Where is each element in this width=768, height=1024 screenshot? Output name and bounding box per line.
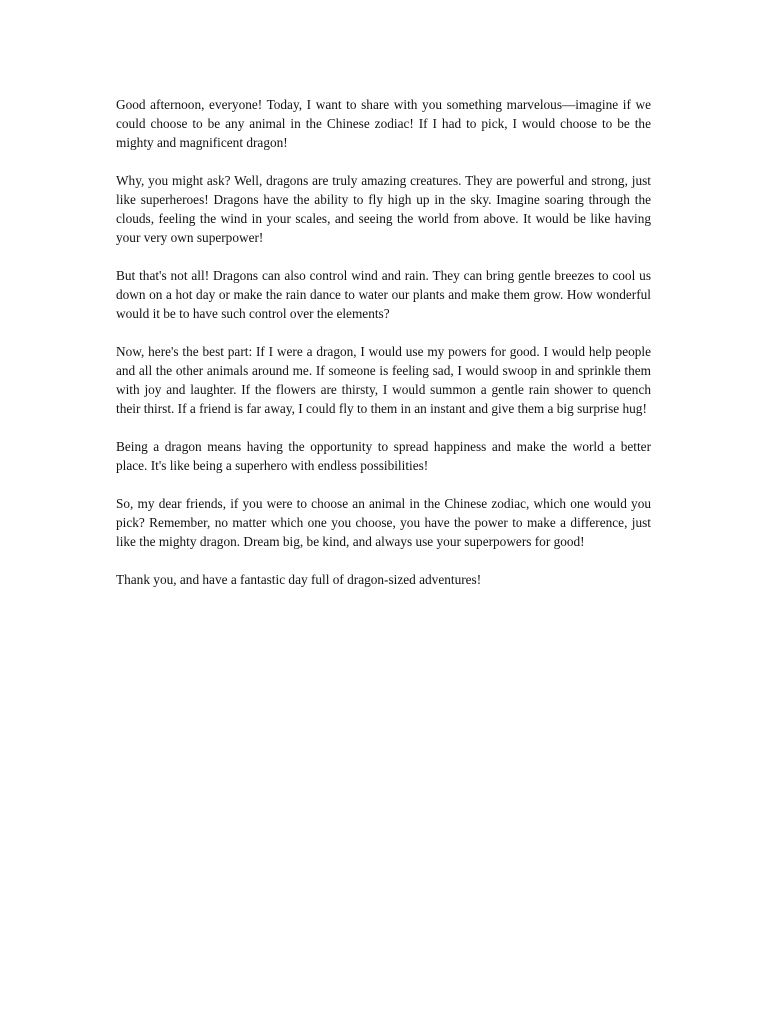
paragraph-greeting: Good afternoon, everyone! Today, I want to share with you something marvelous—imagine if we could choose to be any animal in the Chinese zodiac! If I had to pick, I would choose to be the mighty and magnificent dragon! <box>116 97 651 150</box>
paragraph-question-to-friends: So, my dear friends, if you were to choose an animal in the Chinese zodiac, which one would you pick? Remember, no matter which one you choose, you have the power to make a difference, just like the mighty dragon. Dream big, be kind, and always use your superpowers for good! <box>116 496 651 549</box>
paragraph-closing: Thank you, and have a fantastic day full of dragon-sized adventures! <box>116 572 482 587</box>
paragraph-why-dragons: Why, you might ask? Well, dragons are truly amazing creatures. They are powerful and strong, just like superheroes! Dragons have the ability to fly high up in the sky. Imagine soaring through the clouds, feeling the wind in your scales, and seeing the world from above. It would be like having your very own superpower! <box>116 173 651 245</box>
paragraph-wind-and-rain: But that's not all! Dragons can also control wind and rain. They can bring gentle breezes to cool us down on a hot day or make the rain dance to water our plants and make them grow. How wonderful would it be to have such control over the elements? <box>116 268 651 321</box>
document-body <box>116 95 651 608</box>
paragraph-spread-happiness: Being a dragon means having the opportunity to spread happiness and make the world a better place. It's like being a superhero with endless possibilities! <box>116 439 651 473</box>
paragraph-powers-for-good: Now, here's the best part: If I were a dragon, I would use my powers for good. I would help people and all the other animals around me. If someone is feeling sad, I would swoop in and sprinkle them with joy and laughter. If the flowers are thirsty, I would summon a gentle rain shower to quench their thirst. If a friend is far away, I could fly to them in an instant and give them a big surprise hug! <box>116 344 651 416</box>
